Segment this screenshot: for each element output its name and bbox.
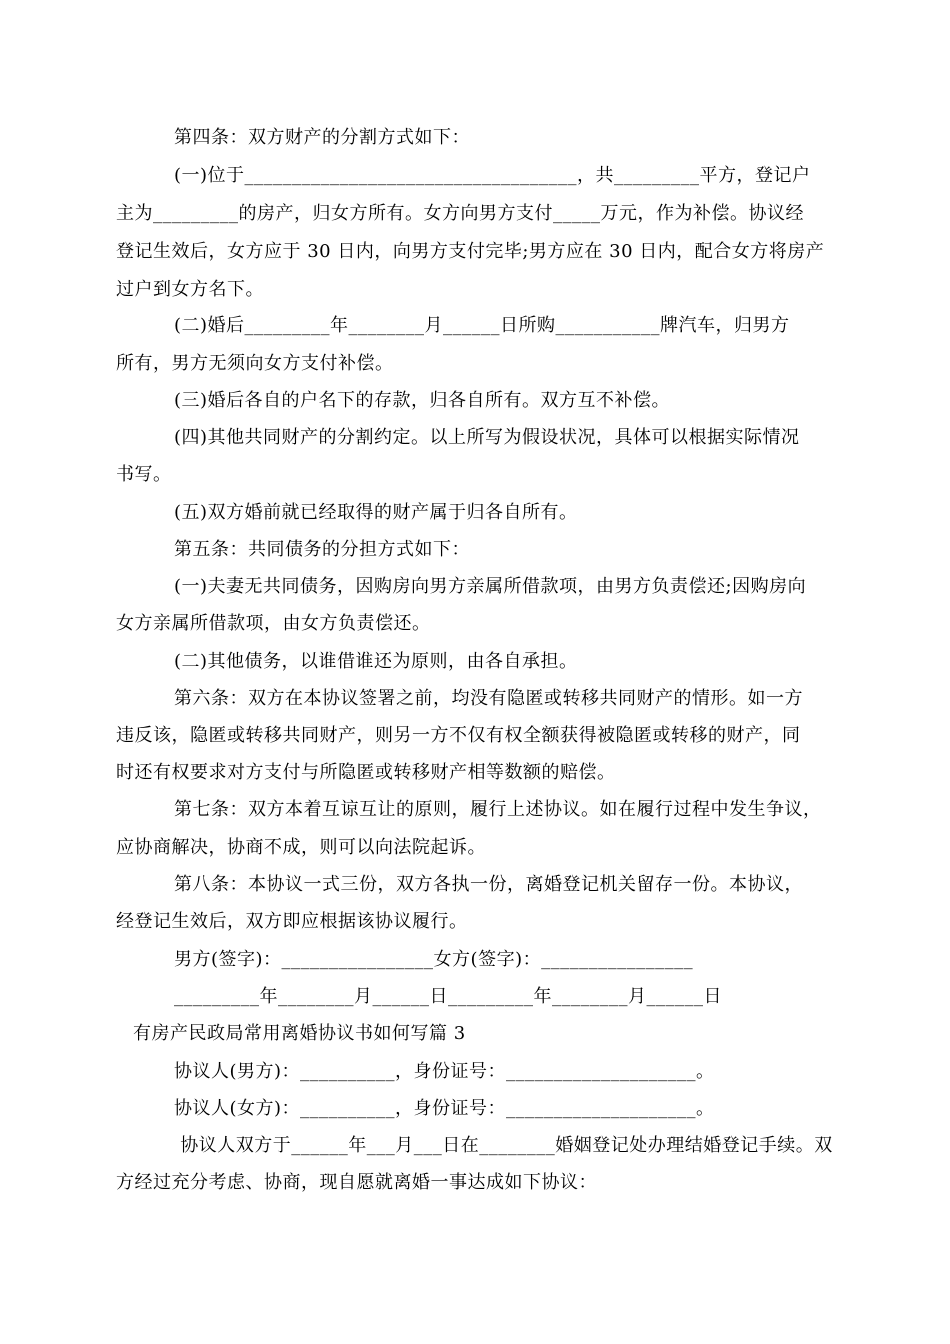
signature-line: 男方(签字)：________________女方(签字)：________________ <box>174 949 694 970</box>
marriage-registration-line: 协议人双方于______年___月___日在________婚姻登记处办理结婚登记手续。双 <box>174 1135 833 1156</box>
clause-4-item-4: (四)其他共同财产的分割约定。以上所写为假设状况，具体可以根据实际情况 <box>174 427 800 448</box>
clause-6: 第六条：双方在本协议签署之前，均没有隐匿或转移共同财产的情形。如一方 <box>174 688 803 709</box>
clause-4-item-1-cont: 登记生效后，女方应于 30 日内，向男方支付完毕;男方应在 30 日内，配合女方将房产 <box>116 241 825 262</box>
clause-4-item-3: (三)婚后各自的户名下的存款，归各自所有。双方互不补偿。 <box>174 390 671 411</box>
clause-5-item-1-cont: 女方亲属所借款项，由女方负责偿还。 <box>116 613 431 634</box>
clause-4-item-2: (二)婚后_________年________月______日所购___________牌汽车，归男方 <box>174 315 790 336</box>
clause-8: 第八条：本协议一式三份，双方各执一份，离婚登记机关留存一份。本协议， <box>174 874 803 895</box>
clause-6-cont: 违反该，隐匿或转移共同财产，则另一方不仅有权全额获得被隐匿或转移的财产，同 <box>116 725 801 746</box>
clause-4-item-4-cont: 书写。 <box>116 464 172 485</box>
clause-5-item-2: (二)其他债务，以谁借谁还为原则，由各自承担。 <box>174 651 578 672</box>
clause-7: 第七条：双方本着互谅互让的原则，履行上述协议。如在履行过程中发生争议， <box>174 799 822 820</box>
marriage-registration-cont: 方经过充分考虑、协商，现自愿就离婚一事达成如下协议： <box>116 1172 597 1193</box>
clause-8-cont: 经登记生效后，双方即应根据该协议履行。 <box>116 911 468 932</box>
party-male-line: 协议人(男方)：__________，身份证号：____________________。 <box>174 1061 715 1082</box>
clause-4-item-1-cont: 主为_________的房产，归女方所有。女方向男方支付_____万元，作为补偿。协议经 <box>116 203 804 224</box>
clause-6-cont: 时还有权要求对方支付与所隐匿或转移财产相等数额的赔偿。 <box>116 762 616 783</box>
clause-4-item-1: (一)位于___________________________________，共_________平方，登记户 <box>174 165 811 186</box>
clause-4-heading: 第四条：双方财产的分割方式如下： <box>174 127 470 148</box>
party-female-line: 协议人(女方)：__________，身份证号：____________________。 <box>174 1098 715 1119</box>
date-line: _________年________月______日_________年________月______日 <box>174 986 722 1007</box>
clause-4-item-1-cont: 过户到女方名下。 <box>116 279 264 300</box>
section-title: 有房产民政局常用离婚协议书如何写篇 3 <box>133 1023 466 1044</box>
clause-4-item-5: (五)双方婚前就已经取得的财产属于归各自所有。 <box>174 502 578 523</box>
clause-7-cont: 应协商解决，协商不成，则可以向法院起诉。 <box>116 837 486 858</box>
clause-5-heading: 第五条：共同债务的分担方式如下： <box>174 539 470 560</box>
clause-4-item-2-cont: 所有，男方无须向女方支付补偿。 <box>116 353 394 374</box>
clause-5-item-1: (一)夫妻无共同债务，因购房向男方亲属所借款项，由男方负责偿还;因购房向 <box>174 576 807 597</box>
